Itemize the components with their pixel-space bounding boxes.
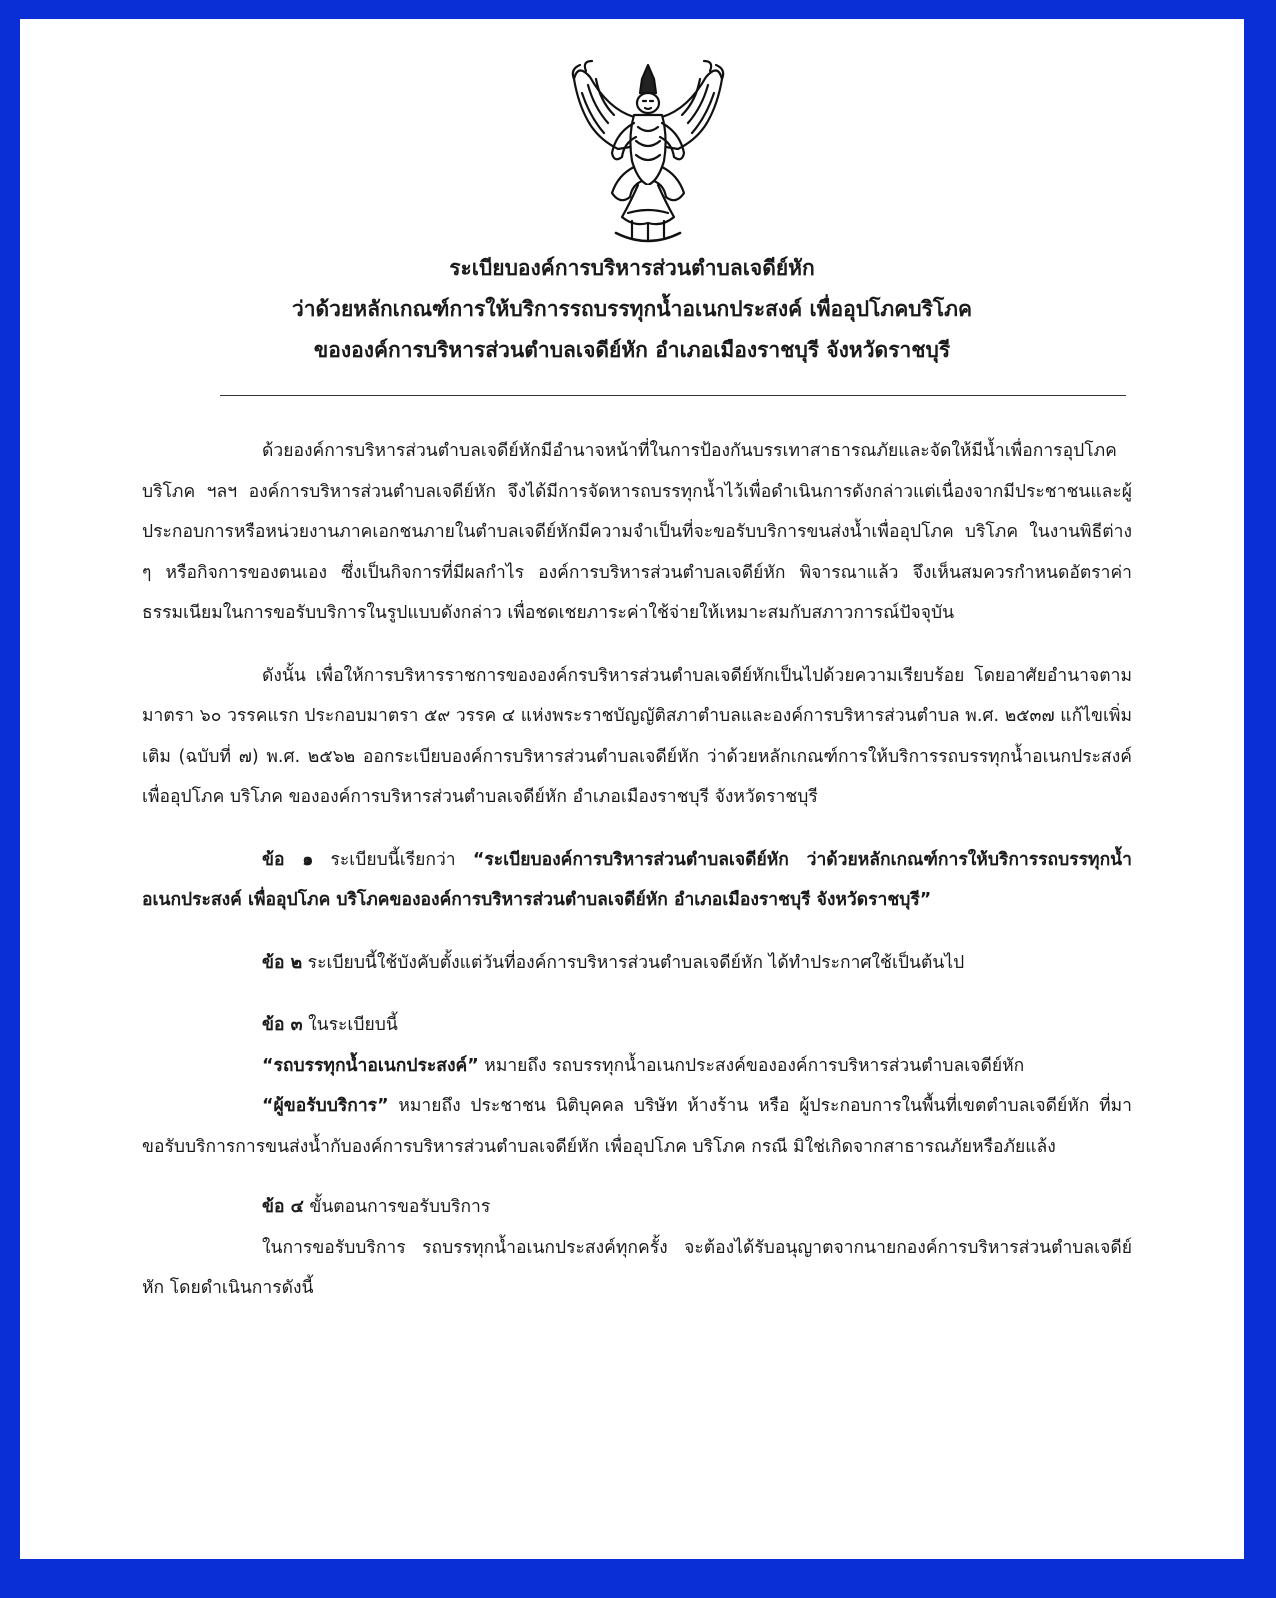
title-divider: [220, 395, 1126, 396]
clause-3: [142, 1005, 1132, 1046]
clause-3-text: ในระเบียบนี้: [302, 1015, 398, 1035]
document-page: [20, 19, 1244, 1559]
document-title-line-1: ระเบียบองค์การบริหารส่วนตำบลเจดีย์หัก: [449, 256, 815, 280]
clause-4: [142, 1187, 1132, 1228]
clause-1-lead: ระเบียบนี้เรียกว่า: [313, 849, 473, 870]
clause-2-label: ข้อ ๒: [262, 952, 303, 973]
clause-4-text: ขั้นตอนการขอรับบริการ: [303, 1197, 491, 1217]
clause-1-label: ข้อ ๑: [262, 849, 314, 870]
document-title-line-2: ว่าด้วยหลักเกณฑ์การให้บริการรถบรรทุกน้ำอเนกประสงค์ เพื่ออุปโภคบริโภค: [291, 297, 973, 321]
definition-1-text: หมายถึง รถบรรทุกน้ำอเนกประสงค์ขององค์การบริหารส่วนตำบลเจดีย์หัก: [478, 1055, 1025, 1076]
document-title-line-3: ขององค์การบริหารส่วนตำบลเจดีย์หัก อำเภอเมืองราชบุรี จังหวัดราชบุรี: [313, 338, 951, 362]
clause-3-label: ข้อ ๓: [262, 1015, 303, 1035]
definition-1: [142, 1046, 1132, 1087]
definition-1-term: “รถบรรทุกน้ำอเนกประสงค์”: [262, 1055, 479, 1076]
document-body: [142, 431, 1132, 1309]
clause-4-paragraph: ในการขอรับบริการ รถบรรทุกน้ำอเนกประสงค์ทุกครั้ง จะต้องได้รับอนุญาตจากนายกองค์การบริหารส่วนตำบลเจดีย์หัก โดยดำเนินการดังนี้: [142, 1237, 1132, 1298]
clause-2: [142, 943, 1132, 984]
clause-2-text: ระเบียบนี้ใช้บังคับตั้งแต่วันที่องค์การบริหารส่วนตำบลเจดีย์หัก ได้ทำประกาศใช้เป็นต้นไป: [302, 952, 965, 973]
clause-1: [142, 840, 1132, 921]
definition-2-term: “ผู้ขอรับบริการ”: [262, 1096, 389, 1116]
clause-4-label: ข้อ ๔: [262, 1197, 304, 1217]
preamble-paragraph-1: ด้วยองค์การบริหารส่วนตำบลเจดีย์หักมีอำนาจหน้าที่ในการป้องกันบรรเทาสาธารณภัยและจัดให้มีน้ำเพื่อการอุปโภคบริโภค ฯลฯ องค์การบริหารส่วนตำบลเจดีย์หัก จึงได้มีการจัดหารถบรรทุกน้ำไว้เพื่อดำเนินการดังกล่าวแต่เนื่องจากมีประชาชนและผู้ประกอบการหรือหน่วยงานภาคเอกชนภายในตำบลเจดีย์หักมีความจำเป็นที่จะขอรับบริการขนส่งน้ำเพื่ออุปโภค บริโภค ในงานพิธีต่าง ๆ หรือกิจการของตนเอง ซึ่งเป็นกิจการที่มีผลกำไร องค์การบริหารส่วนตำบลเจดีย์หัก พิจารณาแล้ว จึงเห็นสมควรกำหนดอัตราค่าธรรมเนียมในการขอรับบริการในรูปแบบดังกล่าว เพื่อชดเชยภาระค่าใช้จ่ายให้เหมาะสมกับสภาวการณ์ปัจจุบัน: [142, 441, 1132, 623]
preamble-paragraph-2: ดังนั้น เพื่อให้การบริหารราชการขององค์กรบริหารส่วนตำบลเจดีย์หักเป็นไปด้วยความเรียบร้อย โดยอาศัยอำนาจตามมาตรา ๖๐ วรรคแรก ประกอบมาตรา ๕๙ วรรค ๔ แห่งพระราชบัญญัติสภาตำบลและองค์การบริหารส่วนตำบล พ.ศ. ๒๕๓๗ แก้ไขเพิ่มเติม (ฉบับที่ ๗) พ.ศ. ๒๕๖๒ ออกระเบียบองค์การบริหารส่วนตำบลเจดีย์หัก ว่าด้วยหลักเกณฑ์การให้บริการรถบรรทุกน้ำอเนกประสงค์ เพื่ออุปโภค บริโภค ขององค์การบริหารส่วนตำบลเจดีย์หัก อำเภอเมืองราชบุรี จังหวัดราชบุรี: [142, 665, 1132, 807]
clause-1-quote: “ระเบียบองค์การบริหารส่วนตำบลเจดีย์หัก ว่าด้วยหลักเกณฑ์การให้บริการรถบรรทุกน้ำอเนกประสงค์ เพื่ออุปโภค บริโภคขององค์การบริหารส่วนตำบลเจดีย์หัก อำเภอเมืองราชบุรี จังหวัดราชบุรี”: [142, 849, 1132, 910]
definition-2: [142, 1086, 1132, 1167]
definition-2-text: หมายถึง ประชาชน นิติบุคคล บริษัท ห้างร้าน หรือ ผู้ประกอบการในพื้นที่เขตตำบลเจดีย์หัก ที่มาขอรับบริการการขนส่งน้ำกับองค์การบริหารส่วนตำบลเจดีย์หัก เพื่ออุปโภค บริโภค กรณี มิใช่เกิดจากสาธารณภัยหรือภัยแล้ง: [142, 1096, 1132, 1157]
garuda-emblem-icon: [568, 57, 728, 247]
